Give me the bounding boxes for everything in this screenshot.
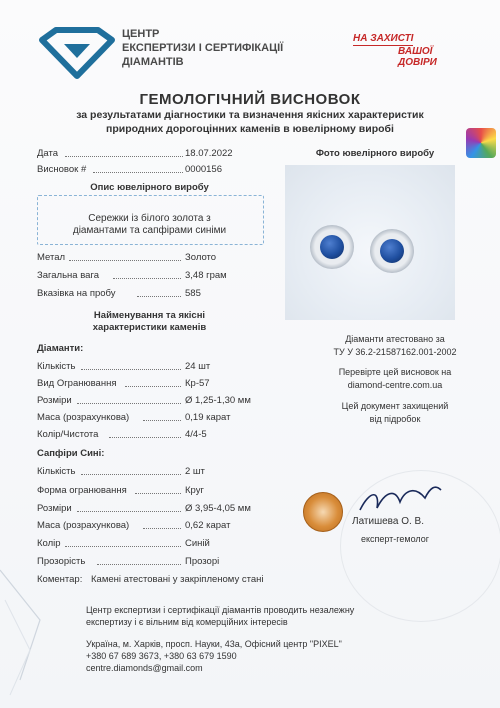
comment-row: Коментар: Камені атестовані у закріпленому стані (37, 574, 264, 585)
s-count-row: Кількість 2 шт (37, 466, 205, 477)
footer-email[interactable]: centre.diamonds@gmail.com (86, 663, 203, 673)
protection-note: Цей документ захищений від підробок (341, 401, 449, 424)
weight-row: Загальна вага 3,48 грам (37, 270, 227, 281)
signer-name: Латишева О. В. (352, 516, 424, 527)
photo-label: Фото ювелірного виробу (315, 148, 435, 159)
description-heading: Опис ювелірного виробу (90, 182, 209, 193)
stones-heading: Найменування та якісні характеристики каменів (92, 310, 207, 333)
d-mass-row: Маса (розрахункова) 0,19 карат (37, 412, 231, 423)
hologram-sticker (466, 128, 496, 158)
probe-row: Вказівка на пробу 585 (37, 288, 201, 299)
sapphire-left (320, 235, 344, 259)
s-color-row: Колір Синій (37, 538, 210, 549)
signer-role: експерт-гемолог (360, 534, 430, 544)
diamond-logo-icon (36, 26, 118, 82)
number-row: Висновок # 0000156 (37, 164, 222, 175)
trust-stamp: НА ЗАХИСТІ ВАШОЇ ДОВІРИ (353, 33, 437, 68)
org-name: ЦЕНТР ЕКСПЕРТИЗИ І СЕРТИФІКАЦІЇ ДІАМАНТІВ (122, 28, 284, 68)
jewelry-photo (285, 165, 455, 320)
footer-statement: Центр експертизи і сертифікації діамантів проводить незалежну експертизу і є вільним від комерційних інтересів (86, 605, 355, 627)
sapphire-right (380, 239, 404, 263)
s-size-row: Розміри Ø 3,95-4,05 мм (37, 503, 251, 514)
document-title: ГЕМОЛОГІЧНИЙ ВИСНОВОК (139, 91, 361, 108)
footer-contacts: Україна, м. Харків, просп. Науки, 43а, Офісний центр "PIXEL" +380 67 689 3673, +380 63 679 1590 centre.diamonds@gmail.com (86, 638, 426, 674)
description-text: Сережки із білого золота з діамантами та сапфірами синіми (72, 213, 227, 236)
gemology-seal (303, 492, 343, 532)
date-row: Дата 18.07.2022 (37, 148, 233, 159)
document-subtitle: за результатами діагностики та визначення якісних характеристик природних дорогоцінних каменів в ювелірному виробі (76, 109, 424, 135)
attestation-note: Діаманти атестовано за ТУ У 36.2-21587162.001-2002 (333, 334, 457, 357)
expert-signature (355, 480, 445, 520)
s-cut-row: Форма огранювання Круг (37, 485, 204, 496)
verify-url[interactable]: diamond-centre.com.ua (347, 380, 443, 390)
d-color-row: Колір/Чистота 4/4-5 (37, 429, 207, 440)
d-cut-row: Вид Огранювання Кр-57 (37, 378, 210, 389)
s-clarity-row: Прозорість Прозорі (37, 556, 220, 567)
s-mass-row: Маса (розрахункова) 0,62 карат (37, 520, 231, 531)
verify-note: Перевірте цей висновок на diamond-centre.com.ua (300, 366, 490, 392)
metal-row: Метал Золото (37, 252, 217, 263)
d-count-row: Кількість 24 шт (37, 361, 211, 372)
sapphire-title: Сапфіри Сині: (37, 448, 105, 459)
diamonds-title: Діаманти: (37, 343, 84, 354)
d-size-row: Розміри Ø 1,25-1,30 мм (37, 395, 251, 406)
